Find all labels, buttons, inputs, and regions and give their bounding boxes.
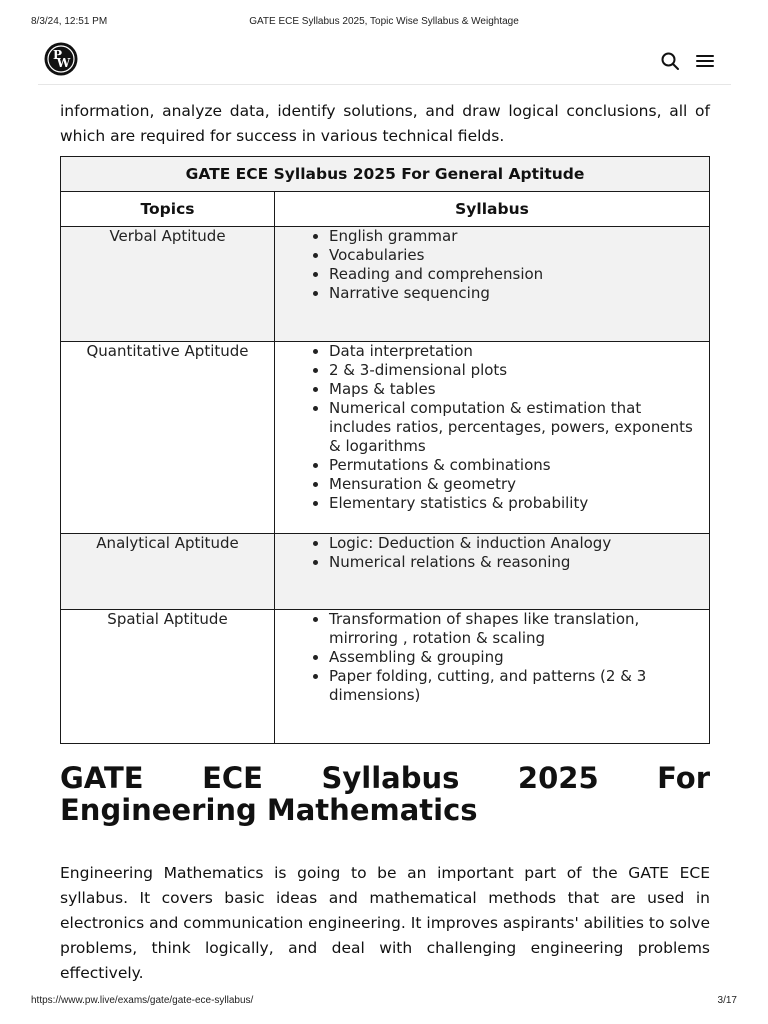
table-row: [61, 227, 710, 342]
table-caption-row: [61, 157, 710, 192]
list-item: • Mensuration & geometry: [329, 475, 699, 494]
logo-text-p: P: [52, 48, 63, 62]
logo-text-w: W: [56, 56, 71, 70]
table-row: [61, 534, 710, 610]
table-row: [61, 342, 710, 534]
list-item: • Vocabularies: [329, 246, 699, 265]
list-item: • Logic: Deduction & induction Analogy: [329, 534, 699, 553]
menu-button[interactable]: [694, 50, 716, 72]
syllabus-cell: [275, 227, 710, 342]
intro-paragraph: information, analyze data, identify solutions, and draw logical conclusions, all of which are required for success in various technical fields.: [60, 101, 710, 145]
pw-logo[interactable]: [44, 42, 78, 76]
list-item: • English grammar: [329, 227, 699, 246]
print-url[interactable]: https://www.pw.live/exams/gate/gate-ece-syllabus/: [31, 995, 254, 1006]
topic-cell: Spatial Aptitude: [61, 610, 275, 744]
list-item: • Elementary statistics & probability: [329, 494, 699, 513]
search-icon: [659, 50, 681, 72]
list-item: • 2 & 3-dimensional plots: [329, 361, 699, 380]
topic-cell: Analytical Aptitude: [61, 534, 275, 610]
section-title: GATE ECE Syllabus 2025 For Engineering Mathematics: [60, 761, 710, 827]
print-header: [0, 16, 768, 30]
list-item: • Permutations & combinations: [329, 456, 699, 475]
section-paragraph: Engineering Mathematics is going to be an important part of the GATE ECE syllabus. It covers basic ideas and mathematical methods that are used in electronics and communication engineering. It improves aspirants' abilities to solve problems, think logically, and deal with challenging engineering problems effectively.: [60, 863, 710, 982]
table-row: [61, 610, 710, 744]
hamburger-menu-icon: [694, 50, 716, 72]
print-page-title: GATE ECE Syllabus 2025, Topic Wise Syllabus & Weightage: [249, 16, 519, 27]
search-button[interactable]: [659, 50, 681, 72]
syllabus-cell: [275, 342, 710, 534]
syllabus-list: [275, 534, 709, 572]
list-item: • Transformation of shapes like translation, mirroring , rotation & scaling: [329, 610, 699, 648]
table-header-topics: Topics: [61, 192, 275, 227]
general-aptitude-syllabus-table: [60, 156, 710, 744]
print-page-number: 3/17: [717, 995, 737, 1006]
topic-cell: Quantitative Aptitude: [61, 342, 275, 534]
syllabus-list: [275, 227, 709, 303]
list-item: • Maps & tables: [329, 380, 699, 399]
list-item: • Numerical computation & estimation that includes ratios, percentages, powers, exponents & logarithms: [329, 399, 699, 456]
table-header-syllabus: Syllabus: [275, 192, 710, 227]
syllabus-cell: [275, 534, 710, 610]
table-caption: GATE ECE Syllabus 2025 For General Aptitude: [61, 157, 710, 192]
syllabus-list: [275, 610, 709, 705]
syllabus-cell: [275, 610, 710, 744]
syllabus-list: [275, 342, 709, 513]
print-datetime: 8/3/24, 12:51 PM: [31, 16, 108, 27]
print-footer: [0, 995, 768, 1009]
list-item: • Paper folding, cutting, and patterns (2 & 3 dimensions): [329, 667, 699, 705]
pw-logo-icon: [44, 42, 78, 76]
site-header: [38, 36, 731, 85]
list-item: • Numerical relations & reasoning: [329, 553, 699, 572]
table-header-row: [61, 192, 710, 227]
list-item: • Narrative sequencing: [329, 284, 699, 303]
list-item: • Data interpretation: [329, 342, 699, 361]
list-item: • Reading and comprehension: [329, 265, 699, 284]
list-item: • Assembling & grouping: [329, 648, 699, 667]
topic-cell: Verbal Aptitude: [61, 227, 275, 342]
